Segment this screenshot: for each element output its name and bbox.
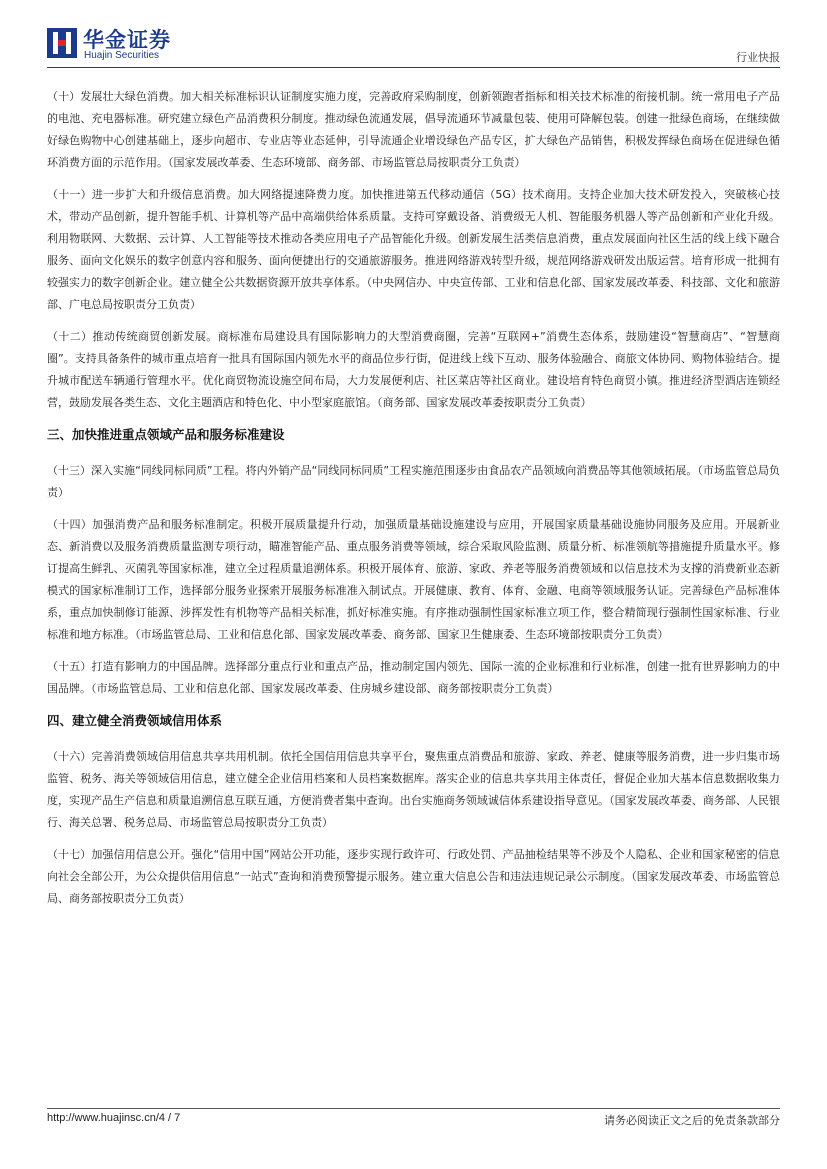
paragraph-10: （十）发展壮大绿色消费。加大相关标准标识认证制度实施力度，完善政府采购制度，创新领跑者指标和相关技术标准的衔接机制。统一常用电子产品的电池、充电器标准。研究建立绿色产品消费积分制度。推动绿色流通发展，倡导流通环节减量包装、使用可降解包装。创建一批绿色商场，在继续做好绿色购物中心创建基础上，逐步向超市、专业店等业态延伸，引导流通企业增设绿色产品专区，扩大绿色产品销售，积极发挥绿色商场在促进绿色循环消费方面的示范作用。（国家发展改革委、生态环境部、商务部、市场监管总局按职责分工负责） bbox=[47, 90, 780, 169]
page-header bbox=[47, 24, 780, 68]
report-type-label: 行业快报 bbox=[736, 51, 780, 64]
paragraph-14: （十四）加强消费产品和服务标准制定。积极开展质量提升行动，加强质量基础设施建设与应用，开展国家质量基础设施协同服务及应用。开展新业态、新消费以及服务消费质量监测专项行动，瞄准智能产品、重点服务消费等领域，综合采取风险监测、质量分析、标准领航等措施提升质量水平。修订提高生鲜乳、灭菌乳等国家标准，建立全过程质量追溯体系。积极开展体育、旅游、家政、养老等服务消费领域和以信息技术为支撑的消费新业态新模式的国家标准制订工作，选择部分服务业探索开展服务标准准入制试点。开展健康、教育、体育、金融、电商等领域服务认证。完善绿色产品标准体系，重点加快制修订能源、涉挥发性有机物等产品相关标准，抓好标准实施。有序推动强制性国家标准立项工作，整合精简现行强制性国家标准、行业标准和地方标准。（市场监管总局、工业和信息化部、国家发展改革委、商务部、国家卫生健康委、生态环境部按职责分工负责） bbox=[47, 518, 780, 641]
document-body bbox=[47, 86, 780, 920]
section-heading-3: 三、加快推进重点领域产品和服务标准建设 bbox=[47, 427, 285, 442]
paragraph-13: （十三）深入实施“同线同标同质”工程。将内外销产品“同线同标同质”工程实施范围逐步由食品农产品领域向消费品等其他领域拓展。（市场监管总局负责） bbox=[47, 464, 780, 499]
logo-english-name: Huajin Securities bbox=[84, 50, 160, 61]
section-heading-4: 四、建立健全消费领域信用体系 bbox=[47, 713, 223, 728]
paragraph-11: （十一）进一步扩大和升级信息消费。加大网络提速降费力度。加快推进第五代移动通信（5G）技术商用。支持企业加大技术研发投入，突破核心技术，带动产品创新，提升智能手机、计算机等产品中高端供给体系质量。支持可穿戴设备、消费级无人机、智能服务机器人等产品创新和产业化升级。利用物联网、大数据、云计算、人工智能等技术推动各类应用电子产品智能化升级。创新发展生活类信息消费，重点发展面向社区生活的线上线下融合服务、面向文化娱乐的数字创意内容和服务、面向便捷出行的交通旅游服务。推进网络游戏转型升级，规范网络游戏研发出版运营。培育形成一批拥有较强实力的数字创新企业。建立健全公共数据资源开放共享体系。（中央网信办、中央宣传部、工业和信息化部、国家发展改革委、科技部、文化和旅游部、广电总局按职责分工负责） bbox=[47, 188, 780, 311]
paragraph-15: （十五）打造有影响力的中国品牌。选择部分重点行业和重点产品，推动制定国内领先、国际一流的企业标准和行业标准，创建一批有世界影响力的中国品牌。（市场监管总局、工业和信息化部、国家发展改革委、住房城乡建设部、商务部按职责分工负责） bbox=[47, 660, 780, 695]
header-divider bbox=[47, 67, 780, 68]
logo-chinese-name: 华金证券 bbox=[83, 28, 171, 52]
footer-divider bbox=[47, 1108, 780, 1109]
paragraph-17: （十七）加强信用信息公开。强化“信用中国”网站公开功能，逐步实现行政许可、行政处罚、产品抽检结果等不涉及个人隐私、企业和国家秘密的信息向社会全部公开，为公众提供信用信息“一站式”查询和消费预警提示服务。建立重大信息公告和违法违规记录公示制度。（国家发展改革委、市场监管总局、商务部按职责分工负责） bbox=[47, 848, 780, 905]
footer-disclaimer: 请务必阅读正文之后的免责条款部分 bbox=[604, 1114, 780, 1127]
paragraph-16: （十六）完善消费领域信用信息共享共用机制。依托全国信用信息共享平台，聚焦重点消费品和旅游、家政、养老、健康等服务消费，进一步归集市场监管、税务、海关等领域信用信息，建立健全企业信用档案和人员档案数据库。落实企业的信息共享共用主体责任，督促企业加大基本信息数据收集力度，实现产品生产信息和质量追溯信息互联互通，方便消费者集中查询。出台实施商务领域诚信体系建设指导意见。（国家发展改革委、商务部、人民银行、海关总署、税务总局、市场监管总局按职责分工负责） bbox=[47, 750, 780, 829]
huajin-logo-icon bbox=[47, 28, 77, 58]
paragraph-12: （十二）推动传统商贸创新发展。商标准布局建设具有国际影响力的大型消费商圈，完善“互联网+”消费生态体系，鼓励建设“智慧商店”、“智慧商圈”。支持具备条件的城市重点培育一批具有国际国内领先水平的商品位步行街，促进线上线下互动、服务体验融合、商旅文体协同、购物体验结合。提升城市配送车辆通行管理水平。优化商贸物流设施空间布局，大力发展便利店、社区菜店等社区商业。建设培育特色商贸小镇。推进经济型酒店连锁经营，鼓励发展各类生态、文化主题酒店和特色化、中小型家庭旅馆。（商务部、国家发展改革委按职责分工负责） bbox=[47, 330, 780, 409]
footer-url-page[interactable]: http://www.huajinsc.cn/4 / 7 bbox=[47, 1112, 181, 1124]
